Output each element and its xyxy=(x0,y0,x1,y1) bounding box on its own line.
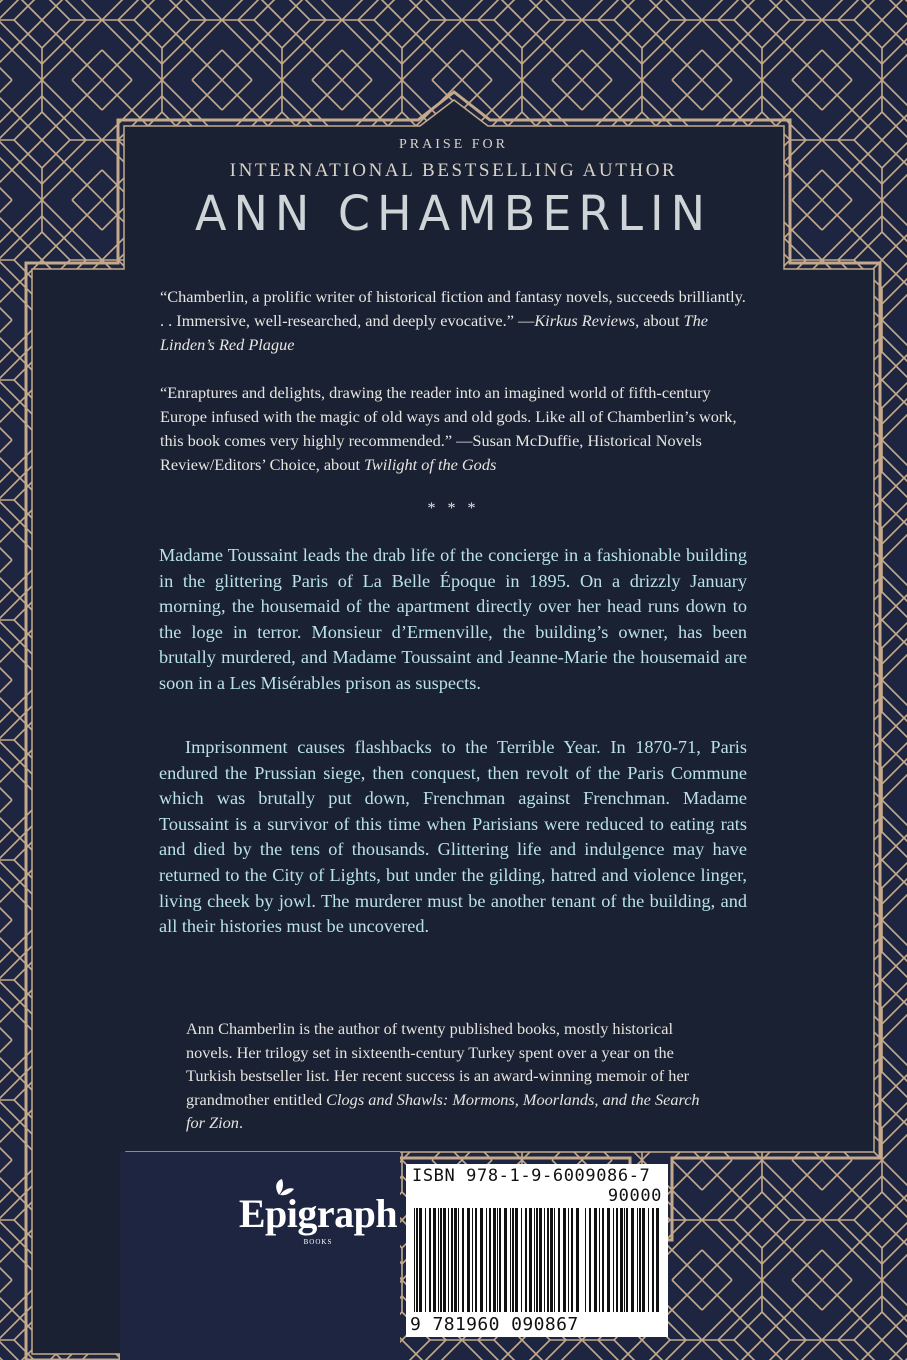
barcode-bar xyxy=(425,1208,426,1312)
barcode-bar xyxy=(414,1208,415,1312)
barcode-bar xyxy=(568,1208,569,1312)
barcode-bar xyxy=(544,1208,545,1312)
barcode-bar xyxy=(504,1208,507,1312)
blurb-paragraph: Imprisonment causes flashbacks to the Terrible Year. In 1870-71, Paris endured the Prussian siege, then conquest, then revolt of the Paris Commune which was brutally put down, Frenchman against Frenchman. Madame Toussaint is a survivor of this time when Parisians were reduced to eating rats and died by the tens of thousands. Glittering life and indulgence may have returned to the City of Lights, but under the gilding, hatred and violence linger, living cheek by jowl. The murderer must be another tenant of the building, and all their histories must be uncovered. xyxy=(159,737,747,937)
barcode-bar xyxy=(419,1208,422,1312)
barcode-bar xyxy=(489,1208,491,1312)
barcode-bar xyxy=(443,1208,446,1312)
barcode-bar xyxy=(454,1208,457,1312)
barcode-bar xyxy=(458,1208,459,1312)
barcode-bar xyxy=(529,1208,532,1312)
author-bio xyxy=(186,1017,721,1135)
barcode-bar xyxy=(512,1208,514,1312)
barcode-bar xyxy=(462,1208,464,1312)
barcode-bar xyxy=(475,1208,477,1312)
barcode-bar xyxy=(486,1208,487,1312)
publisher-sub: BOOKS xyxy=(303,1238,333,1246)
barcode-bar xyxy=(631,1208,634,1312)
barcode-bar xyxy=(639,1208,641,1312)
barcode-bar xyxy=(440,1208,442,1312)
review-mcduffie xyxy=(160,381,749,477)
barcode-bar xyxy=(448,1208,449,1312)
barcode-bar xyxy=(550,1208,553,1312)
barcode-bar xyxy=(433,1208,436,1312)
barcode-bar xyxy=(438,1208,439,1312)
barcode-bar xyxy=(521,1208,522,1312)
barcode-bar xyxy=(616,1208,618,1312)
barcode-bar xyxy=(652,1208,654,1312)
barcode-bar xyxy=(648,1208,649,1312)
review-about: , about xyxy=(635,311,684,330)
barcode-bar xyxy=(554,1208,555,1312)
barcode-bar xyxy=(594,1208,597,1312)
barcode-bar xyxy=(539,1208,542,1312)
review-quote: “Enraptures and delights, drawing the reader into an imagined world of fifth-century Europe infused with the magic of old ways and old gods. Like all of Chamberlin’s work, this book comes very highly recommended.” —Susan McDuffie, Historical Novels Review/Editors’ Choice, about xyxy=(160,383,737,474)
publisher-name: Epigraph xyxy=(238,1191,398,1236)
isbn-label: ISBN 978-1-9-6009086-7 xyxy=(412,1166,651,1186)
review-source: Kirkus Reviews xyxy=(534,311,636,330)
isbn-barcode-box xyxy=(406,1164,668,1337)
barcode-bar xyxy=(599,1208,600,1312)
author-subheading: INTERNATIONAL BESTSELLING AUTHOR xyxy=(229,160,678,181)
barcode-main xyxy=(414,1208,579,1312)
bio-end: . xyxy=(238,1113,244,1132)
barcode-bar xyxy=(416,1208,418,1312)
section-separator: * * * xyxy=(427,500,480,517)
bio-text: Ann Chamberlin is the author of twenty published books, mostly historical novels. Her trilogy set in sixteenth-century Turkey spent over a year on the Turkish bestseller list. Her recent success is an award-winning memoir of her grandmother entitled xyxy=(186,1019,690,1109)
barcode-bar xyxy=(563,1208,566,1312)
review-kirkus xyxy=(160,285,749,357)
barcode-bar xyxy=(602,1208,604,1312)
barcode-bar xyxy=(467,1208,470,1312)
barcode-bar xyxy=(547,1208,549,1312)
barcode-bar xyxy=(472,1208,473,1312)
isbn-price-code: 90000 xyxy=(607,1186,662,1206)
barcode-bar xyxy=(656,1208,659,1312)
barcode-bar xyxy=(493,1208,496,1312)
barcode-bar xyxy=(558,1208,560,1312)
blurb-paragraph: Madame Toussaint leads the drab life of the concierge in a fashionable building in the glittering Paris of La Belle Époque in 1895. On a drizzly January morning, the housemaid of the apartment directly over her head runs down to the loge in terror. Monsieur d’Ermenville, the building’s owner, has been brutally murdered, and Madame Toussaint and Jeanne-Marie the housemaid are soon in a Les Misérables prison as suspects. xyxy=(159,545,747,693)
review-book-title: The Linden’s Red Plague xyxy=(160,311,708,354)
barcode-bar xyxy=(515,1208,518,1312)
author-name: ANN CHAMBERLIN xyxy=(195,184,712,242)
barcode-bar xyxy=(429,1208,431,1312)
isbn-digits: 9 781960 090867 xyxy=(410,1314,579,1335)
barcode-bar xyxy=(480,1208,483,1312)
barcode-bar xyxy=(626,1208,628,1312)
barcode-bar xyxy=(497,1208,498,1312)
review-quote: “Chamberlin, a prolific writer of historical fiction and fantasy novels, succeeds brilliantly. . . Immersive, well-researched, and deeply evocative.” — xyxy=(160,287,746,330)
barcode-bar xyxy=(510,1208,511,1312)
barcode-addon xyxy=(585,1208,663,1312)
barcode-bar xyxy=(571,1208,573,1312)
barcode-bar xyxy=(536,1208,538,1312)
barcode-bar xyxy=(499,1208,501,1312)
barcode-bar xyxy=(620,1208,623,1312)
barcode-bar xyxy=(576,1208,579,1312)
barcode-bar xyxy=(624,1208,625,1312)
barcode-bar xyxy=(534,1208,535,1312)
barcode-bar xyxy=(613,1208,614,1312)
barcode-bar xyxy=(589,1208,591,1312)
praise-for-heading: PRAISE FOR xyxy=(399,137,508,152)
barcode-bar xyxy=(642,1208,645,1312)
barcode-bar xyxy=(607,1208,610,1312)
barcode-bar xyxy=(451,1208,453,1312)
review-book-title: Twilight of the Gods xyxy=(364,455,497,474)
bio-book-title: Clogs and Shawls: Mormons, Moorlands, and the Search for Zion xyxy=(186,1089,700,1132)
barcode-bar xyxy=(637,1208,638,1312)
barcode-bar xyxy=(525,1208,527,1312)
barcode-bar xyxy=(585,1208,586,1312)
